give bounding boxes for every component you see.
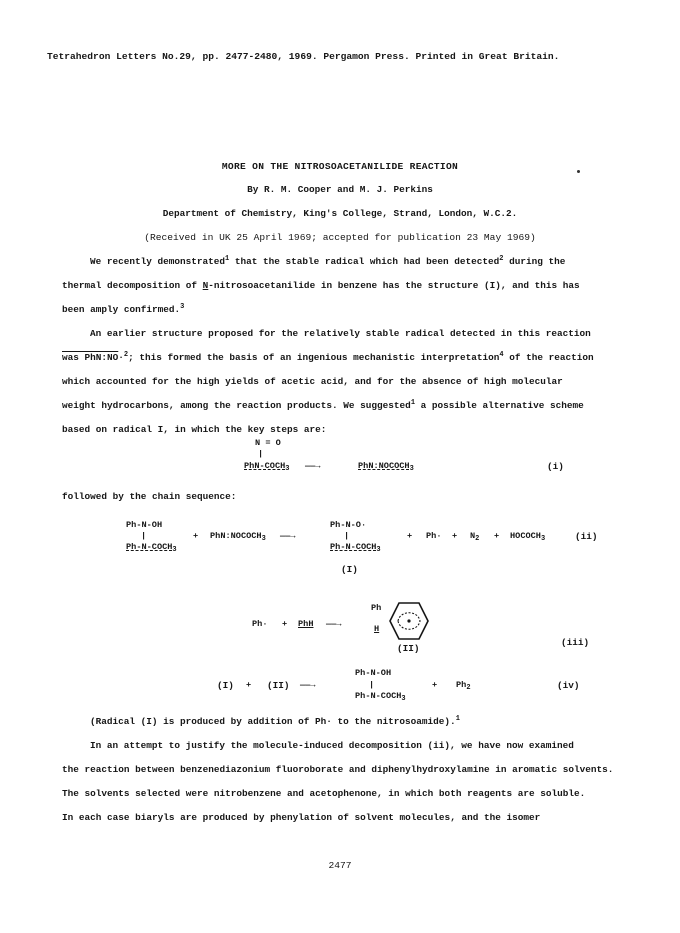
scheme-iii-plus: + — [282, 619, 288, 629]
paper-title: MORE ON THE NITROSOACETANILIDE REACTION — [221, 161, 459, 172]
paper-authors: By R. M. Cooper and M. J. Perkins — [247, 184, 433, 195]
cyclohexadienyl-ring-icon — [384, 598, 434, 644]
scheme-iii-ring-h: H — [374, 624, 380, 634]
p2-line2: was PhN:NO·$^2$; this formed the basis of an ingenious mechanistic interpretation$^4$ of the reaction — [62, 351, 594, 363]
scheme-iii-ring-ph: Ph — [371, 603, 382, 613]
scheme-i-arrow: ——→ — [305, 461, 321, 471]
scheme-i-reactant: PhN-$COCH_3$ — [244, 461, 290, 473]
scheme-iii-label: (iii) — [561, 637, 590, 648]
paper-affiliation: Department of Chemistry, King's College, Strand, London, W.C.2. — [162, 208, 518, 219]
scheme-i-product: $PhN:NOCOCH_3$ — [358, 461, 414, 473]
p2-line4: weight hydrocarbons, among the reaction products. We suggested$^1$ a possible alternative scheme — [62, 399, 584, 411]
scheme-ii-plus3: + — [452, 531, 458, 541]
scheme-i-label: (i) — [547, 461, 564, 472]
scheme-i-nitroso: N = O — [255, 438, 281, 448]
scheme-iv-plus2: + — [432, 680, 438, 690]
received-dates: (Received in UK 25 April 1969; accepted for publication 23 May 1969) — [144, 232, 536, 243]
scheme-iii-compound-label: (II) — [397, 643, 420, 654]
scheme-ii-phenyl-radical: Ph· — [426, 531, 442, 541]
scheme-ii-plus4: + — [494, 531, 500, 541]
scheme-iv-label: (iv) — [557, 680, 580, 691]
scheme-iv-reactant-ii: (II) — [267, 680, 290, 691]
scheme-ii-p1-top: Ph-N-O· — [330, 520, 367, 530]
p3-line3: The solvents selected were nitrobenzene and acetophenone, in which both reagents are soluble. — [62, 788, 586, 799]
scheme-ii-r1-bond: | — [141, 531, 147, 541]
journal-header: Tetrahedron Letters No.29, pp. 2477-2480, 1969. Pergamon Press. Printed in Great Britain. — [47, 51, 560, 62]
page-number: 2477 — [328, 860, 352, 871]
scheme-iii-phenyl-radical: Ph· — [252, 619, 268, 629]
scheme-ii-diazoester: $PhN:NOCOCH_3$ — [210, 531, 266, 543]
radical-note: (Radical (I) is produced by addition of Ph· to the nitrosoamide).$^1$ — [90, 715, 460, 727]
scheme-iii-arrow: ——→ — [326, 619, 342, 629]
scheme-ii-p1-bottom: $Ph-N-COCH_3$ — [330, 542, 381, 554]
scheme-ii-acetic-acid: $HOCOCH_3$ — [510, 531, 546, 543]
scheme-ii-nitrogen: $N_2$ — [470, 531, 480, 543]
scheme-ii-label: (ii) — [575, 531, 598, 542]
scheme-iv-arrow: ——→ — [300, 680, 316, 690]
scheme-iv-plus1: + — [246, 680, 252, 690]
scheme-ii-compound-label: (I) — [341, 564, 358, 575]
scheme-ii-arrow: ——→ — [280, 531, 296, 541]
scheme-iv-biphenyl: $Ph_2$ — [456, 680, 471, 692]
p3-line4: In each case biaryls are produced by phenylation of solvent molecules, and the isomer — [62, 812, 541, 823]
p1-line3: been amply confirmed.$^3$ — [62, 303, 185, 315]
p1-line1: We recently demonstrated$^1$ that the stable radical which had been detected$^2$ during the — [90, 255, 566, 267]
p2-line5: based on radical I, in which the key steps are: — [62, 424, 327, 435]
p2-line3: which accounted for the high yields of acetic acid, and for the absence of high molecular — [62, 376, 563, 387]
scheme-i-bond: | — [258, 449, 264, 459]
p1-line2: thermal decomposition of N-nitrosoacetanilide in benzene has the structure (I), and this has — [62, 280, 580, 291]
scheme-ii-r1-top: Ph-N-OH — [126, 520, 163, 530]
scheme-iv-bond: | — [369, 680, 375, 690]
scheme-ii-plus1: + — [193, 531, 199, 541]
scheme-ii-p1-bond: | — [344, 531, 350, 541]
p3-line2: the reaction between benzenediazonium fluoroborate and diphenylhydroxylamine in aromatic solvents. — [62, 764, 614, 775]
scheme-iv-top: Ph-N-OH — [355, 668, 392, 678]
p2-line1: An earlier structure proposed for the relatively stable radical detected in this reaction — [90, 328, 591, 339]
scheme-ii-plus2: + — [407, 531, 413, 541]
scheme-iv-bottom: $Ph-N-COCH_3$ — [355, 691, 406, 703]
scheme-ii-r1-bottom: $Ph-N-COCH_3$ — [126, 542, 177, 554]
chain-sequence-text: followed by the chain sequence: — [62, 491, 237, 502]
p3-line1: In an attempt to justify the molecule-induced decomposition (ii), we have now examined — [90, 740, 574, 751]
scheme-iii-benzene: PhH — [298, 619, 314, 629]
scheme-iv-reactant-i: (I) — [217, 680, 234, 691]
